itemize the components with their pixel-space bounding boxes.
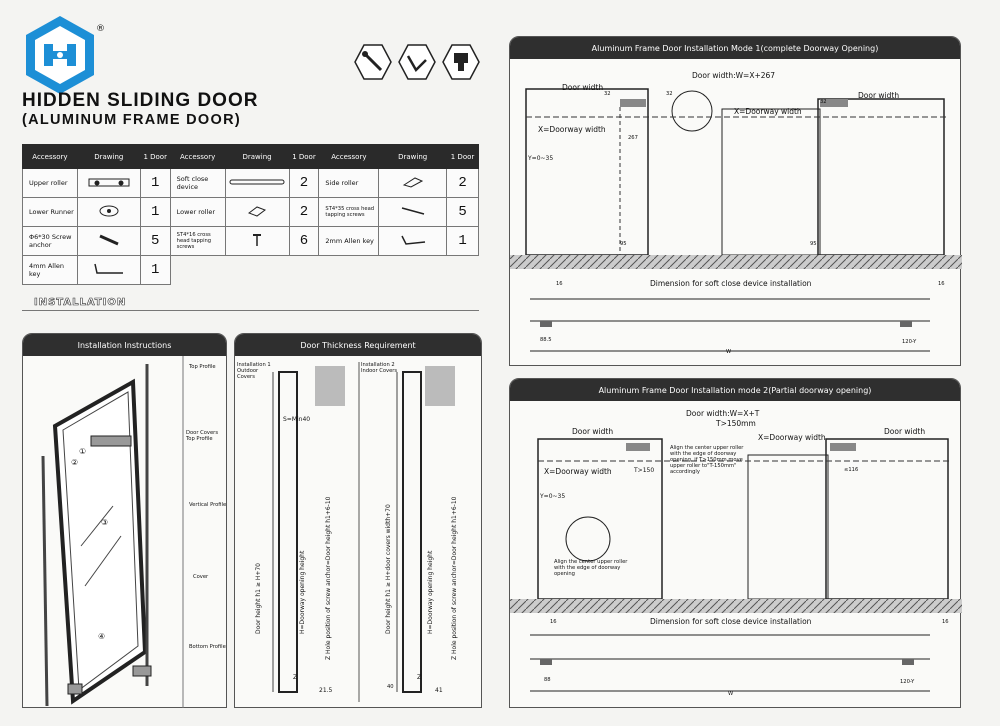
col-qty: 1 Door xyxy=(289,145,319,169)
col-drawing: Drawing xyxy=(77,145,140,169)
col-qty: 1 Door xyxy=(447,145,479,169)
registered-mark: ® xyxy=(96,24,105,34)
installation-instructions-panel xyxy=(22,333,227,708)
col-accessory: Accessory xyxy=(23,145,78,169)
page-subtitle: (ALUMINUM FRAME DOOR) xyxy=(22,112,241,128)
marker-2: ② xyxy=(71,458,79,467)
col-qty: 1 Door xyxy=(140,145,170,169)
mode1-panel: Aluminum Frame Door Installation Mode 1(complete Doorway Opening) Door width:W=X+267 Door width Door width X=Doorway width X=Doorway width Y=0~35 32 32 32 267 95 95 Dimension for soft close device installation 16 16 88.5 120-Y W xyxy=(509,36,961,366)
profile-bottom: Bottom Profile xyxy=(189,644,226,650)
brand-logo xyxy=(22,14,98,96)
side-roller-drawing xyxy=(379,169,447,198)
col-drawing: Drawing xyxy=(379,145,447,169)
mode2-panel: Aluminum Frame Door Installation mode 2(Partial doorway opening) Door width:W=X+T T>150mm Door width Door width X=Doorway width X=Doorway width T>150 ≤116 Y=0~35 Align the center upper roller with the edge of doorway opening, if T>150mm,move upper roller to"T-150mm" accordingly Align the center upper roller with the edge of doorway opening Dimension for soft close device installation 16 16 88 120-Y W xyxy=(509,378,961,708)
panel-title: Installation Instructions xyxy=(23,334,226,356)
profile-vertical: Vertical Profile xyxy=(189,502,227,508)
door-assembly-drawing xyxy=(23,356,228,708)
col-accessory: Accessory xyxy=(170,145,225,169)
drill-icon xyxy=(442,44,480,80)
lower-runner-drawing xyxy=(77,198,140,227)
profile-cover: Cover xyxy=(193,574,209,580)
profile-top: Top Profile xyxy=(189,364,216,370)
table-row: Φ6*30 Screw anchor 5 ST4*16 cross head tapping screws 6 2mm Allen key 1 xyxy=(23,227,479,256)
marker-1: ① xyxy=(79,447,87,456)
marker-3: ③ xyxy=(101,518,109,527)
table-row: Upper roller 1 Soft close device 2 Side roller 2 xyxy=(23,169,479,198)
lower-roller-drawing xyxy=(225,198,289,227)
panel-title: Aluminum Frame Door Installation Mode 1(complete Doorway Opening) xyxy=(510,37,960,59)
marker-4: ④ xyxy=(98,632,106,641)
col-drawing: Drawing xyxy=(225,145,289,169)
section-installation: INSTALLATION xyxy=(34,297,127,308)
screw-anchor-drawing xyxy=(77,227,140,256)
screw-drawing xyxy=(379,198,447,227)
allen-key-2mm-drawing xyxy=(379,227,447,256)
panel-title: Aluminum Frame Door Installation mode 2(Partial doorway opening) xyxy=(510,379,960,401)
mode1-drawing xyxy=(510,59,962,367)
short-screw-drawing xyxy=(225,227,289,256)
soft-close-drawing xyxy=(225,169,289,198)
thickness-drawing xyxy=(235,356,483,708)
accessory-table xyxy=(22,144,479,285)
allen-key-icon xyxy=(398,44,436,80)
page-title: HIDDEN SLIDING DOOR xyxy=(22,90,259,111)
profile-covers-top: Door Covers Top Profile xyxy=(186,430,219,442)
table-row: Lower Runner 1 Lower roller 2 ST4*35 cross head tapping screws 5 xyxy=(23,198,479,227)
screwdriver-icon xyxy=(354,44,392,80)
panel-title: Door Thickness Requirement xyxy=(235,334,481,356)
door-thickness-panel: Door Thickness Requirement Installation 1 Outdoor Covers Installation 2 Indoor Covers S=Min40 Door height h1 ≥ H+70 H=Doorway opening height Z Hole position of screw anchor=Door height h1+6-10 Door height h1 ≥ H+door covers width+70 H=Doorway opening height Z Hole position of screw anchor=Door height h1+6-10 21.5 41 Z Z 40 xyxy=(234,333,482,708)
upper-roller-drawing xyxy=(77,169,140,198)
col-accessory: Accessory xyxy=(319,145,379,169)
allen-key-4mm-drawing xyxy=(77,256,140,285)
table-row: 4mm Allen key 1 xyxy=(23,256,479,285)
